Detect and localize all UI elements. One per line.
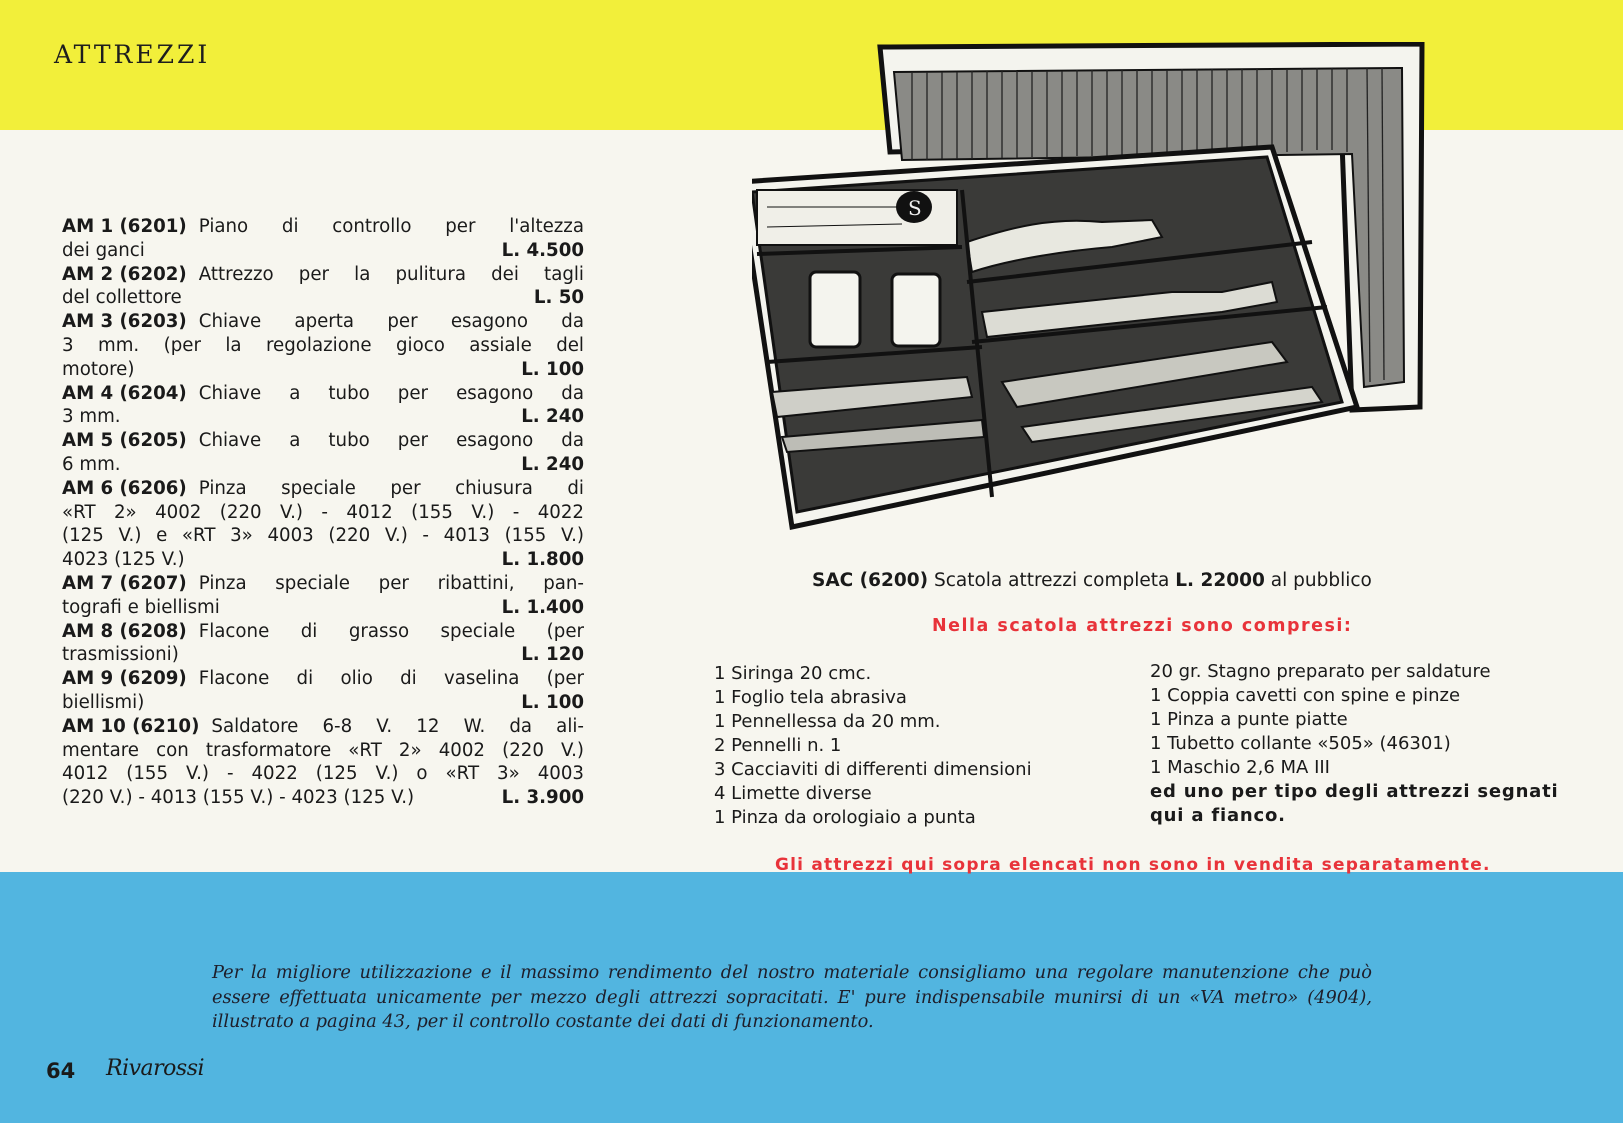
item-price: L. 240: [521, 406, 584, 428]
item-code: AM 10 (6210): [62, 715, 200, 737]
item-description: Saldatore 6-8 V. 12 W. da ali-: [211, 715, 584, 737]
item-price: L. 120: [521, 644, 584, 666]
item-last-line: [62, 358, 584, 382]
tool-item: [62, 382, 584, 430]
item-first-line: [62, 572, 584, 596]
item-code: AM 6 (6206): [62, 477, 187, 499]
maintenance-note: Per la migliore utilizzazione e il massimo rendimento del nostro materiale consigliamo una regolare manutenzione che può essere effettuata unicamente per mezzo degli attrezzi sopracitati. E' pure indispensabile munirsi di un «VA metro» (4904), illustrato a pagina 43, per il controllo costante dei dati di funzionamento.: [212, 962, 1372, 1032]
list-item: 1 Pinza da orologiaio a punta: [714, 807, 976, 828]
included-title: Nella scatola attrezzi sono compresi:: [932, 616, 1353, 636]
sac-line: [812, 570, 1372, 591]
contents-right-list: [1150, 660, 1570, 828]
item-price: L. 50: [533, 287, 584, 309]
item-first-line: [62, 620, 584, 644]
item-price: L. 4.500: [501, 239, 584, 261]
list-item: 1 Foglio tela abrasiva: [714, 687, 907, 708]
item-price: L. 100: [521, 691, 584, 713]
tool-item: [62, 667, 584, 715]
item-last-line: [62, 286, 584, 310]
brand-logo: Rivarossi: [106, 1056, 205, 1081]
page-number: 64: [46, 1059, 76, 1083]
svg-text:S: S: [908, 196, 922, 220]
contents-note: ed uno per tipo degli attrezzi segnati qui a fianco.: [1150, 781, 1559, 826]
item-description-end: dei ganci: [62, 239, 145, 261]
sac-desc: Scatola attrezzi completa: [933, 570, 1170, 591]
list-item: 1 Tubetto collante «505» (46301): [1150, 733, 1451, 754]
item-price: L. 1.800: [501, 549, 584, 571]
item-continuation: «RT 2» 4002 (220 V.) - 4012 (155 V.) - 4022: [62, 501, 584, 523]
tool-item: [62, 429, 584, 477]
item-last-line: [62, 405, 584, 429]
item-code: AM 7 (6207): [62, 572, 187, 594]
item-description-end: 6 mm.: [62, 453, 121, 475]
list-item: 1 Maschio 2,6 MA III: [1150, 757, 1330, 778]
list-item: 1 Pinza a punte piatte: [1150, 709, 1348, 730]
item-code: AM 4 (6204): [62, 382, 187, 404]
section-title: ATTREZZI: [54, 40, 211, 69]
item-price: L. 3.900: [501, 787, 584, 809]
item-code: AM 2 (6202): [62, 263, 187, 285]
tool-item: [62, 215, 584, 263]
item-first-line: [62, 382, 584, 406]
item-description-end: motore): [62, 358, 135, 380]
item-last-line: [62, 643, 584, 667]
item-last-line: [62, 453, 584, 477]
item-last-line: [62, 786, 584, 810]
tool-item-list: [62, 215, 584, 810]
item-last-line: [62, 548, 584, 572]
item-description-end: 4023 (125 V.): [62, 549, 185, 571]
item-code: AM 1 (6201): [62, 216, 187, 237]
toolbox-illustration: [752, 42, 1582, 552]
item-first-line: [62, 429, 584, 453]
tool-item: [62, 715, 584, 810]
item-code: AM 9 (6209): [62, 668, 187, 690]
item-price: L. 100: [521, 358, 584, 380]
item-first-line: [62, 215, 584, 239]
item-description-end: tografi e biellismi: [62, 596, 220, 618]
item-first-line: [62, 667, 584, 691]
tool-item: [62, 477, 584, 572]
item-price: L. 1.400: [501, 596, 584, 618]
item-first-line: [62, 715, 584, 739]
item-last-line: [62, 691, 584, 715]
item-first-line: [62, 310, 584, 334]
item-code: AM 5 (6205): [62, 430, 187, 452]
item-continuation: 4012 (155 V.) - 4022 (125 V.) o «RT 3» 4003: [62, 763, 584, 785]
sac-code: SAC (6200): [812, 570, 929, 591]
sac-price: L. 22000: [1175, 570, 1265, 591]
item-continuation: mentare con trasformatore «RT 2» 4002 (220 V.): [62, 739, 584, 761]
list-item: 1 Coppia cavetti con spine e pinze: [1150, 685, 1461, 706]
item-description-end: biellismi): [62, 691, 145, 713]
list-item: 4 Limette diverse: [714, 783, 872, 804]
item-description-end: 3 mm.: [62, 406, 121, 428]
list-item: 2 Pennelli n. 1: [714, 735, 842, 756]
item-description-end: trasmissioni): [62, 644, 179, 666]
item-price: L. 240: [521, 453, 584, 475]
item-description: Flacone di grasso speciale (per: [198, 620, 584, 642]
toolbox-tray: [752, 147, 1357, 527]
tool-item: [62, 620, 584, 668]
list-item: 20 gr. Stagno preparato per saldature: [1150, 661, 1491, 682]
item-description: Flacone di olio di vaselina (per: [198, 668, 584, 690]
item-last-line: [62, 239, 584, 263]
tool-item: [62, 263, 584, 311]
contents-left-list: [714, 662, 1114, 830]
item-description: Pinza speciale per ribattini, pan-: [198, 572, 584, 594]
tool-item: [62, 310, 584, 381]
item-description-end: del collettore: [62, 287, 182, 309]
item-description: Chiave a tubo per esagono da: [198, 430, 584, 452]
item-description: Pinza speciale per chiusura di: [198, 477, 584, 499]
list-item: 1 Pennellessa da 20 mm.: [714, 711, 941, 732]
item-code: AM 8 (6208): [62, 620, 187, 642]
item-description: Chiave a tubo per esagono da: [198, 382, 584, 404]
item-first-line: [62, 263, 584, 287]
list-item: 1 Siringa 20 cmc.: [714, 663, 872, 684]
item-description: Piano di controllo per l'altezza: [198, 216, 584, 237]
list-item: 3 Cacciaviti di differenti dimensioni: [714, 759, 1032, 780]
item-description: Chiave aperta per esagono da: [198, 311, 584, 333]
item-continuation: (125 V.) e «RT 3» 4003 (220 V.) - 4013 (155 V.): [62, 525, 584, 547]
item-first-line: [62, 477, 584, 501]
tool-item: [62, 572, 584, 620]
item-last-line: [62, 596, 584, 620]
item-continuation: 3 mm. (per la regolazione gioco assiale del: [62, 334, 584, 356]
item-code: AM 3 (6203): [62, 311, 187, 333]
item-description: Attrezzo per la pulitura dei tagli: [198, 263, 584, 285]
not-for-sale-note: Gli attrezzi qui sopra elencati non sono in vendita separatamente.: [775, 855, 1491, 875]
sac-suffix: al pubblico: [1270, 570, 1372, 591]
item-description-end: (220 V.) - 4013 (155 V.) - 4023 (125 V.): [62, 787, 415, 809]
